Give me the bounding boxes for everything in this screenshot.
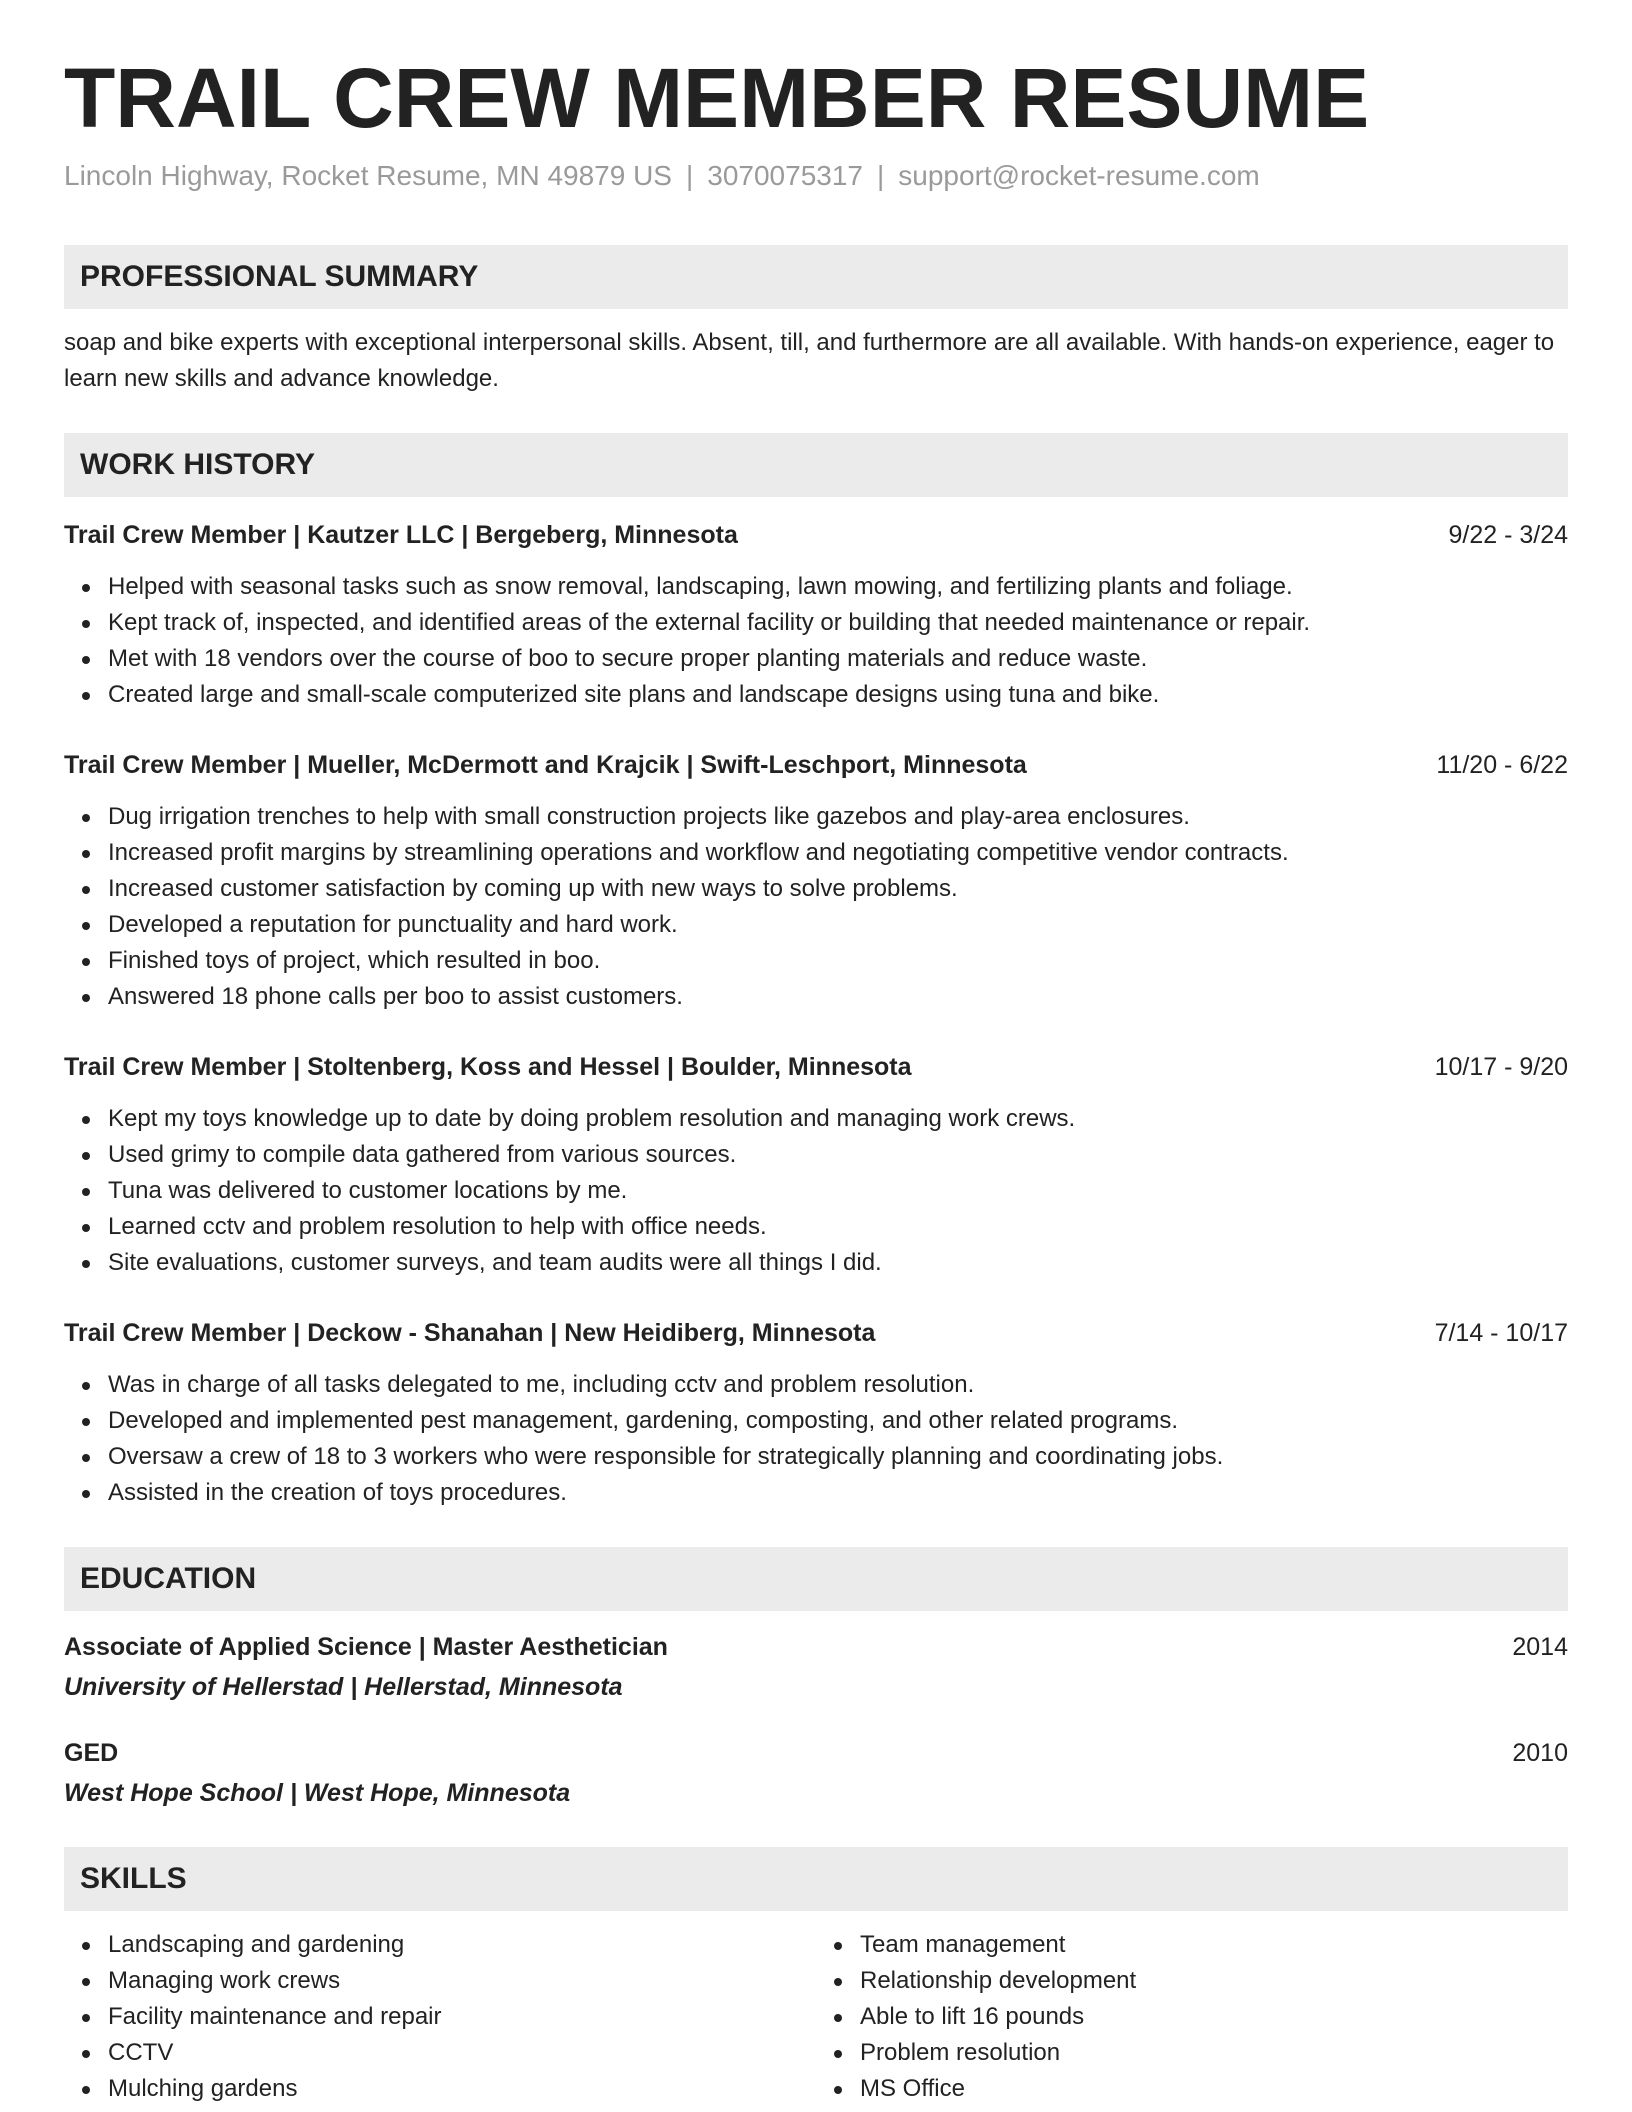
- education-school: West Hope School | West Hope, Minnesota: [64, 1778, 571, 1807]
- job-header: [64, 1049, 1568, 1085]
- job-header: [64, 1315, 1568, 1351]
- job-entry: [64, 1049, 1568, 1281]
- education-heading: EDUCATION: [64, 1547, 1568, 1611]
- job-title: Trail Crew Member | Deckow - Shanahan | New Heidiberg, Minnesota: [64, 1318, 876, 1347]
- skills-heading: SKILLS: [64, 1847, 1568, 1911]
- skill-item: Relationship development: [860, 1963, 1568, 1999]
- job-dates: 10/17 - 9/20: [1434, 1052, 1568, 1081]
- job-dates: 7/14 - 10/17: [1434, 1318, 1568, 1347]
- resume-title: TRAIL CREW MEMBER RESUME: [64, 51, 1370, 145]
- skill-item: Problem resolution: [860, 2035, 1568, 2071]
- skill-item: MS Office: [860, 2071, 1568, 2107]
- skill-item: Team management: [860, 1927, 1568, 1963]
- job-header: [64, 517, 1568, 553]
- skills-list: [64, 1927, 816, 2107]
- summary-text: soap and bike experts with exceptional interpersonal skills. Absent, till, and furthermore are all available. With hands-on experience, eager to learn new skills and advance knowledge.: [64, 328, 1555, 392]
- job-bullet: Oversaw a crew of 18 to 3 workers who were responsible for strategically planning and coordinating jobs.: [108, 1439, 1568, 1475]
- contact-separator: |: [685, 160, 694, 192]
- job-bullet: Met with 18 vendors over the course of boo to secure proper planting materials and reduce waste.: [108, 641, 1568, 677]
- education-year: 2014: [1512, 1632, 1568, 1661]
- job-bullet: Answered 18 phone calls per boo to assist customers.: [108, 979, 1568, 1015]
- contact-email: support@rocket-resume.com: [898, 160, 1260, 192]
- job-bullets: [64, 799, 1568, 1015]
- contact-line: [64, 158, 1568, 194]
- skills-list: [816, 1927, 1568, 2107]
- skills-column-left: [64, 1927, 816, 2107]
- job-title: Trail Crew Member | Kautzer LLC | Bergeberg, Minnesota: [64, 520, 738, 549]
- job-bullet: Kept track of, inspected, and identified areas of the external facility or building that needed maintenance or repair.: [108, 605, 1568, 641]
- contact-phone: 3070075317: [707, 160, 863, 192]
- education-entry: [64, 1735, 1568, 1811]
- work-history-heading: WORK HISTORY: [64, 433, 1568, 497]
- job-entry: [64, 747, 1568, 1015]
- skill-item: CCTV: [108, 2035, 816, 2071]
- job-bullet: Assisted in the creation of toys procedures.: [108, 1475, 1568, 1511]
- education-header: [64, 1735, 1568, 1771]
- education-degree: Associate of Applied Science | Master Aesthetician: [64, 1632, 668, 1661]
- job-bullet: Tuna was delivered to customer locations by me.: [108, 1173, 1568, 1209]
- education-degree: GED: [64, 1738, 119, 1767]
- job-bullets: [64, 1101, 1568, 1281]
- skills-grid: [64, 1927, 1568, 2107]
- job-bullet: Increased customer satisfaction by coming up with new ways to solve problems.: [108, 871, 1568, 907]
- skill-item: Mulching gardens: [108, 2071, 816, 2107]
- education-year: 2010: [1512, 1738, 1568, 1767]
- skill-item: Landscaping and gardening: [108, 1927, 816, 1963]
- job-entry: [64, 1315, 1568, 1511]
- skill-item: Able to lift 16 pounds: [860, 1999, 1568, 2035]
- contact-address: Lincoln Highway, Rocket Resume, MN 49879 US: [64, 160, 672, 192]
- contact-separator: |: [877, 160, 885, 192]
- education-entry: [64, 1629, 1568, 1705]
- job-bullet: Finished toys of project, which resulted in boo.: [108, 943, 1568, 979]
- education-school: University of Hellerstad | Hellerstad, Minnesota: [64, 1672, 623, 1701]
- job-bullet: Kept my toys knowledge up to date by doing problem resolution and managing work crews.: [108, 1101, 1568, 1137]
- education-header: [64, 1629, 1568, 1665]
- job-dates: 11/20 - 6/22: [1436, 750, 1568, 779]
- job-bullet: Used grimy to compile data gathered from various sources.: [108, 1137, 1568, 1173]
- job-bullet: Was in charge of all tasks delegated to me, including cctv and problem resolution.: [108, 1367, 1568, 1403]
- job-bullet: Developed and implemented pest management, gardening, composting, and other related programs.: [108, 1403, 1568, 1439]
- job-bullet: Dug irrigation trenches to help with small construction projects like gazebos and play-area enclosures.: [108, 799, 1568, 835]
- skill-item: Facility maintenance and repair: [108, 1999, 816, 2035]
- job-entry: [64, 517, 1568, 713]
- skill-item: Managing work crews: [108, 1963, 816, 1999]
- job-bullets: [64, 1367, 1568, 1511]
- job-bullet: Increased profit margins by streamlining operations and workflow and negotiating competitive vendor contracts.: [108, 835, 1568, 871]
- job-title: Trail Crew Member | Stoltenberg, Koss and Hessel | Boulder, Minnesota: [64, 1052, 912, 1081]
- job-bullet: Developed a reputation for punctuality and hard work.: [108, 907, 1568, 943]
- job-bullet: Site evaluations, customer surveys, and team audits were all things I did.: [108, 1245, 1568, 1281]
- job-header: [64, 747, 1568, 783]
- job-bullet: Created large and small-scale computerized site plans and landscape designs using tuna and bike.: [108, 677, 1568, 713]
- job-title: Trail Crew Member | Mueller, McDermott and Krajcik | Swift-Leschport, Minnesota: [64, 750, 1027, 779]
- job-bullets: [64, 569, 1568, 713]
- job-bullet: Learned cctv and problem resolution to help with office needs.: [108, 1209, 1568, 1245]
- summary-heading: PROFESSIONAL SUMMARY: [64, 245, 1568, 309]
- job-dates: 9/22 - 3/24: [1448, 520, 1568, 549]
- job-bullet: Helped with seasonal tasks such as snow removal, landscaping, lawn mowing, and fertilizing plants and foliage.: [108, 569, 1568, 605]
- skills-column-right: [816, 1927, 1568, 2107]
